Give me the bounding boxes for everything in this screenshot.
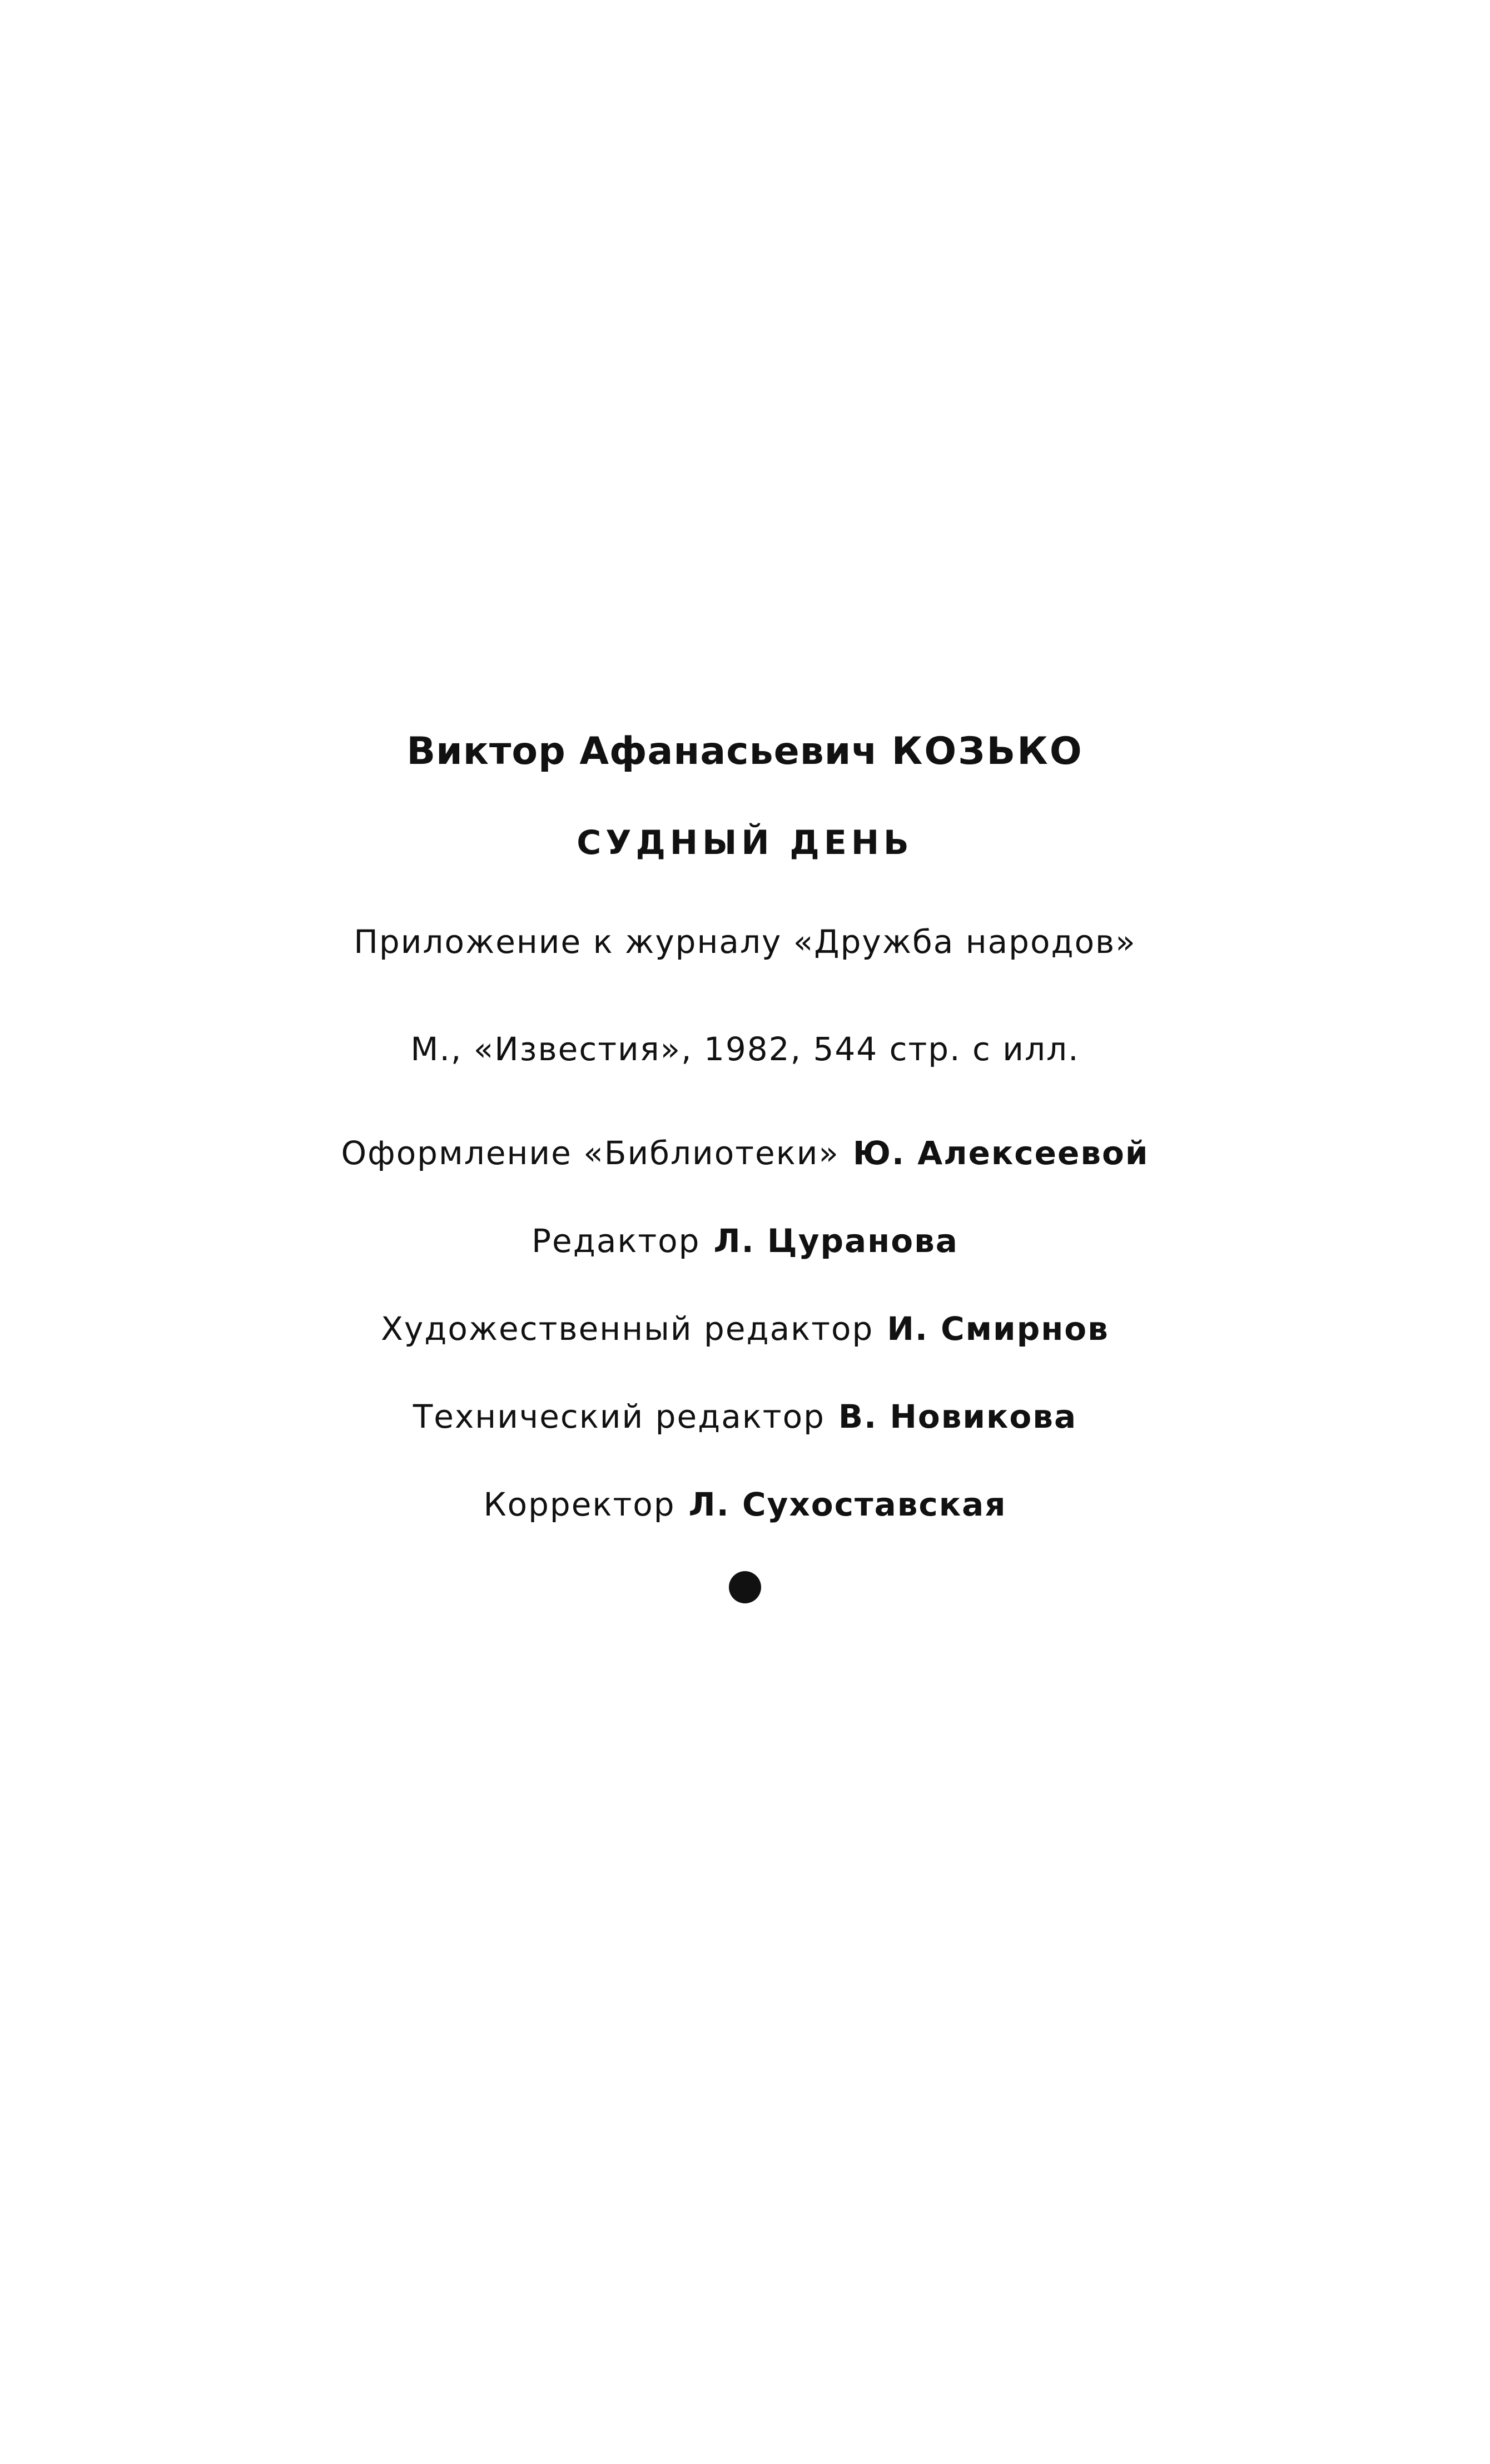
author-name: Виктор Афанасьевич	[406, 729, 878, 773]
author-line	[0, 729, 1490, 773]
credit-design	[0, 1134, 1490, 1172]
credit-proofreader	[0, 1488, 1490, 1521]
credit-person: В. Новикова	[838, 1398, 1077, 1435]
credit-art-editor	[0, 1310, 1490, 1348]
supplement-line: Приложение к журналу «Дружба народов»	[354, 923, 1136, 961]
credit-person: И. Смирнов	[887, 1310, 1109, 1348]
credit-role: Оформление «Библиотеки»	[341, 1134, 840, 1172]
filled-circle-icon	[728, 1570, 762, 1604]
credit-role: Редактор	[532, 1222, 701, 1260]
imprint-line: М., «Известия», 1982, 544 стр. с илл.	[410, 1030, 1080, 1068]
credit-technical-editor	[0, 1400, 1490, 1433]
author-surname: КОЗЬКО	[891, 729, 1084, 773]
credit-person: Л. Сухоставская	[688, 1486, 1007, 1523]
credit-role: Технический редактор	[413, 1398, 825, 1435]
book-title: СУДНЫЙ ДЕНЬ	[577, 823, 913, 862]
credit-role: Художественный редактор	[381, 1310, 874, 1348]
credit-person: Ю. Алексеевой	[852, 1134, 1149, 1172]
credit-person: Л. Цуранова	[713, 1222, 958, 1260]
credit-role: Корректор	[483, 1486, 676, 1523]
credit-editor	[0, 1222, 1490, 1260]
